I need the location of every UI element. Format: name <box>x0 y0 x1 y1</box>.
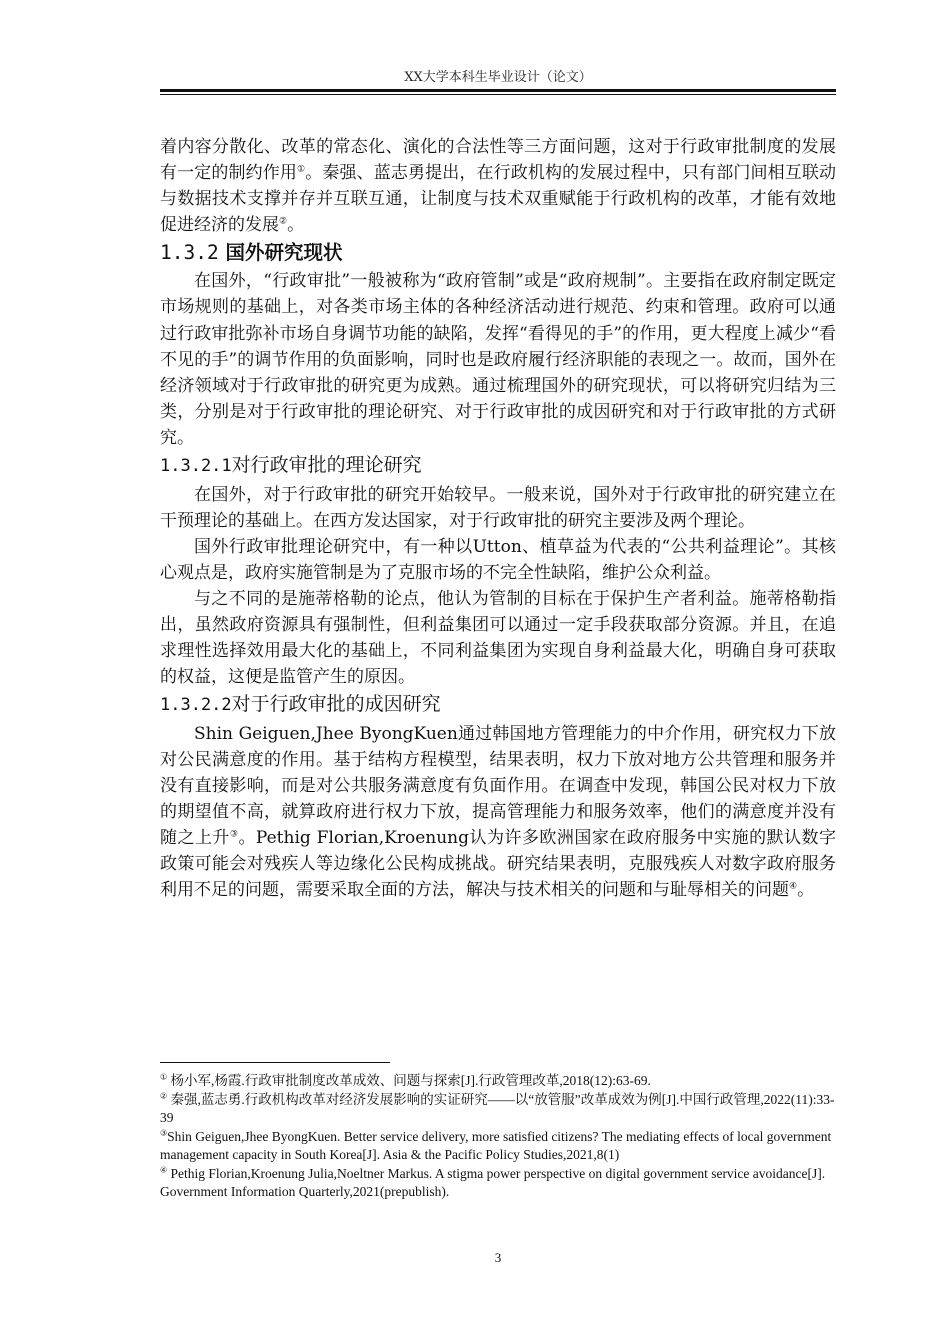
header-rule-thin <box>160 94 836 95</box>
page-number: 3 <box>494 1250 502 1265</box>
paragraph-public-interest: 国外行政审批理论研究中，有一种以Utton、植草益为代表的“公共利益理论”。其核心观点是，政府实施管制是为了克服市场的不完全性缺陷，维护公众利益。 <box>160 536 836 583</box>
footnote-4: ④ Pethig Florian,Kroenung Julia,Noeltner Markus. A stigma power perspective on digital government service avoidance[J]. Government Information Quarterly,2021(prepublish). <box>160 1165 826 1199</box>
page-header: XX大学本科生毕业设计（论文） <box>404 70 592 85</box>
footnote-ref-3[interactable]: ③ <box>229 829 239 840</box>
footnote-ref-2[interactable]: ② <box>279 216 288 227</box>
footnote-ref-1[interactable]: ① <box>297 164 306 175</box>
paragraph-continued: 着内容分散化、改革的常态化、演化的合法性等三方面问题，这对于行政审批制度的发展有一定的制约作用①。秦强、蓝志勇提出，在行政机构的发展过程中，只有部门间相互联动与数据技术支撑并存并互联互通，让制度与技术双重赋能于行政机构的改革，才能有效地促进经济的发展②。 <box>160 137 837 236</box>
body-text <box>160 134 836 903</box>
paragraph-theory-intro: 在国外，对于行政审批的研究开始较早。一般来说，国外对于行政审批的研究建立在干预理论的基础上。在西方发达国家，对于行政审批的研究主要涉及两个理论。 <box>160 484 836 531</box>
footnote-3: ③Shin Geiguen,Jhee ByongKuen. Better service delivery, more satisfied citizens? The mediating effects of local government management capacity in South Korea[J]. Asia & the Pacific Policy Studies,2021,8(1) <box>160 1128 832 1162</box>
footnote-separator <box>160 1062 390 1063</box>
footnote-1: ① 杨小军,杨霞.行政审批制度改革成效、问题与探索[J].行政管理改革,2018(12):63-69. <box>160 1072 651 1088</box>
section-heading-1-3-2-1: 1.3.2.1对行政审批的理论研究 <box>160 454 422 477</box>
paragraph-causes: Shin Geiguen,Jhee ByongKuen通过韩国地方管理能力的中介作用，研究权力下放对公民满意度的作用。基于结构方程模型，结果表明，权力下放对地方公共管理和服务并没有直接影响，而是对公共服务满意度有负面作用。在调查中发现，韩国公民对权力下放的期望值不高，就算政府进行权力下放，提高管理能力和服务效率，他们的满意度并没有随之上升③。Pethig Florian,Kroenung认为许多欧洲国家在政府服务中实施的默认数字政策可能会对残疾人等边缘化公民构成挑战。研究结果表明，克服残疾人对数字政府服务利用不足的问题，需要采取全面的方法，解决与技术相关的问题和与耻辱相关的问题④。 <box>160 723 836 901</box>
section-heading-1-3-2-2: 1.3.2.2对于行政审批的成因研究 <box>160 693 441 716</box>
section-heading-1-3-2: 1.3.2 国外研究现状 <box>160 241 343 265</box>
header-rule-thick <box>160 89 836 92</box>
footnote-ref-4[interactable]: ④ <box>789 881 798 892</box>
footnote-2: ② 秦强,蓝志勇.行政机构改革对经济发展影响的实证研究——以“放管服”改革成效为例[J].中国行政管理,2022(11):33-39 <box>160 1091 835 1125</box>
paragraph-stigler: 与之不同的是施蒂格勒的论点，他认为管制的目标在于保护生产者利益。施蒂格勒指出，虽然政府资源具有强制性，但利益集团可以通过一定手段获取部分资源。并且，在追求理性选择效用最大化的基础上，不同利益集团为实现自身利益最大化，明确自身可获取的权益，这便是监管产生的原因。 <box>160 588 836 688</box>
paragraph-foreign-overview: 在国外，“行政审批”一般被称为“政府管制”或是“政府规制”。主要指在政府制定既定市场规则的基础上，对各类市场主体的各种经济活动进行规范、约束和管理。政府可以通过行政审批弥补市场自身调节功能的缺陷，发挥“看得见的手”的作用，更大程度上减少“看不见的手”的调节作用的负面影响，同时也是政府履行经济职能的表现之一。故而，国外在经济领域对于行政审批的研究更为成熟。通过梳理国外的研究现状，可以将研究归结为三类，分别是对于行政审批的理论研究、对于行政审批的成因研究和对于行政审批的方式研究。 <box>160 271 836 448</box>
footnotes <box>160 1072 836 1202</box>
